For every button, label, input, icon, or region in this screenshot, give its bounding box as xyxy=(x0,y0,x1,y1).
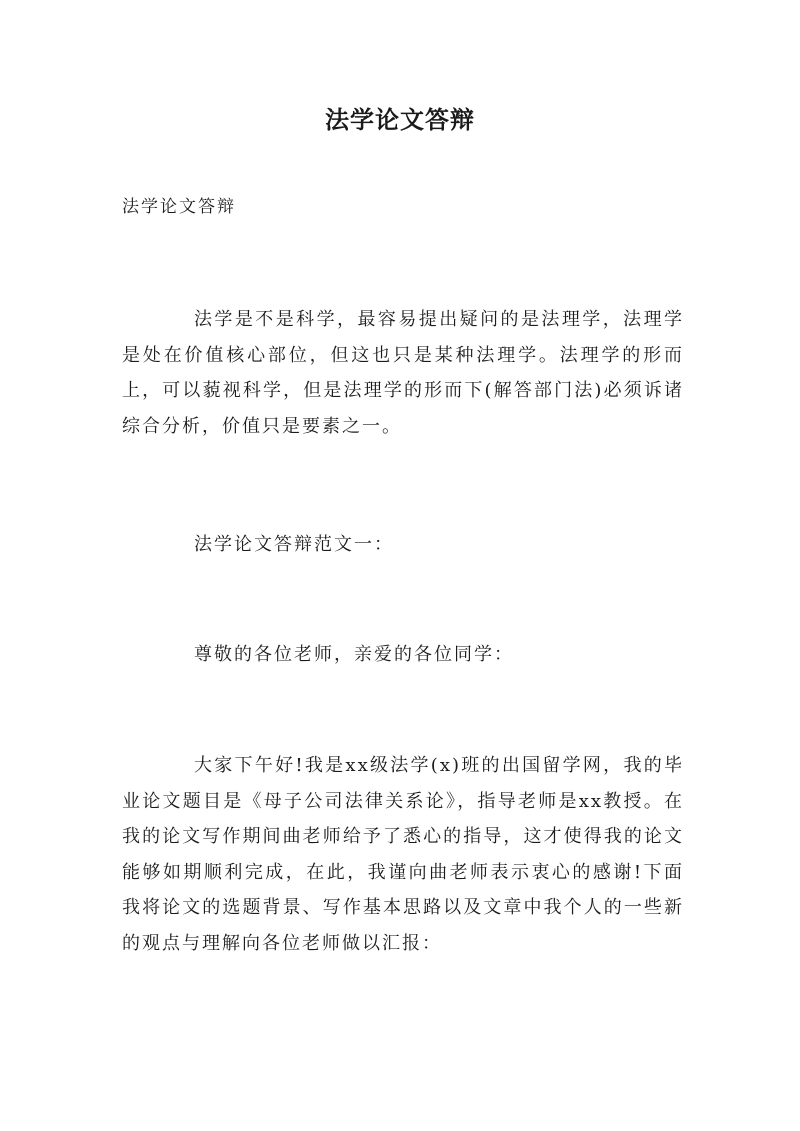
document-subtitle: 法学论文答辩 xyxy=(122,197,236,217)
paragraph-intro: 法学是不是科学，最容易提出疑问的是法理学，法理学是处在价值核心部位，但这也只是某种法理学。法理学的形而上，可以藐视科学，但是法理学的形而下(解答部门法)必须诉诸综合分析，价值只是要素之一。 xyxy=(122,309,684,437)
paragraph-greeting: 尊敬的各位老师，亲爱的各位同学： xyxy=(194,644,514,665)
document-title: 法学论文答辩 xyxy=(325,105,475,134)
paragraph-sample-heading: 法学论文答辩范文一： xyxy=(194,534,394,555)
paragraph-opening: 大家下午好!我是xx级法学(x)班的出国留学网，我的毕业论文题目是《母子公司法律关系论》，指导老师是xx教授。在我的论文写作期间曲老师给予了悉心的指导，这才使得我的论文能够如期顺利完成，在此，我谨向曲老师表示衷心的感谢!下面我将论文的选题背景、写作基本思路以及文章中我个人的一些新的观点与理解向各位老师做以汇报： xyxy=(122,755,684,954)
